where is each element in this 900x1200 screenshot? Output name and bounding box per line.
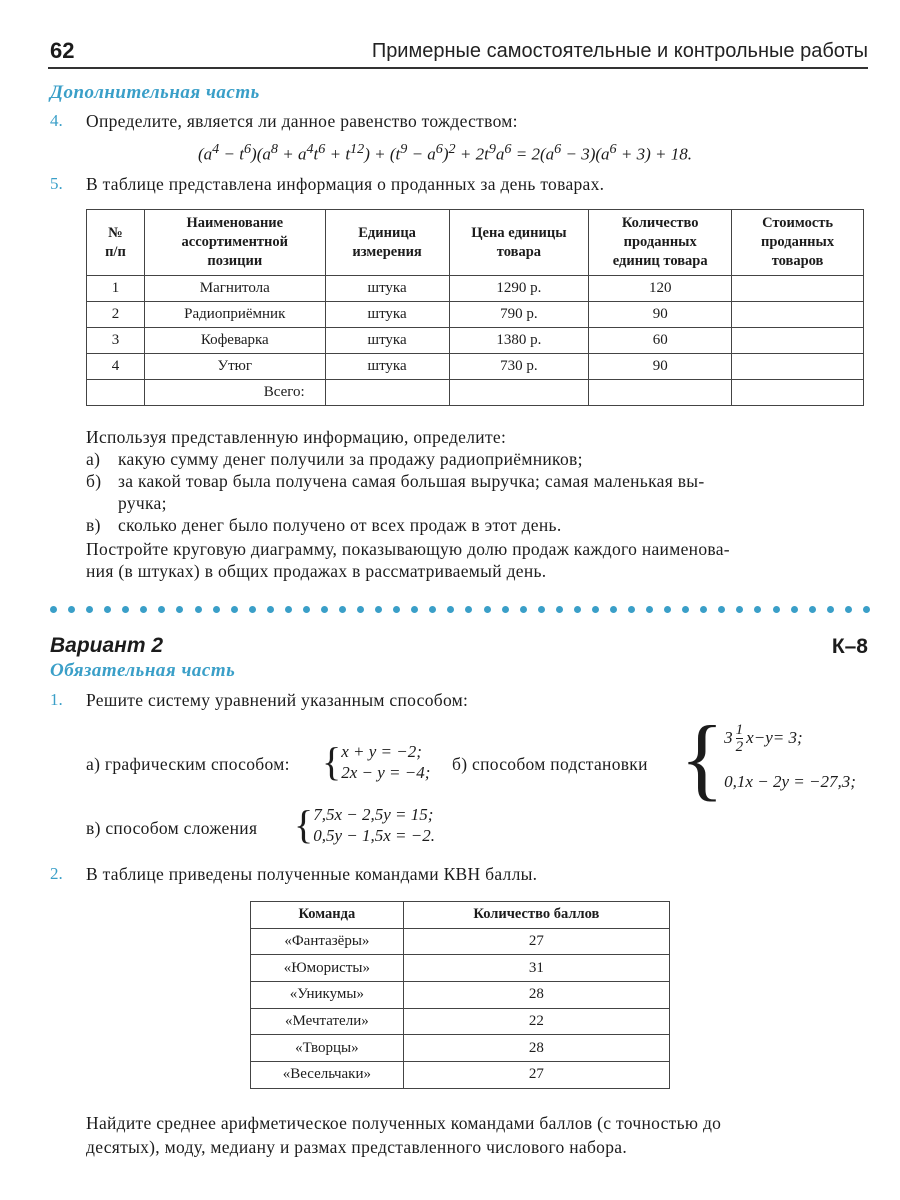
table-cell: штука [325,276,449,302]
header-rule [48,67,868,69]
goods-header-number: № п/п [87,210,145,276]
question-a-text: какую сумму денег получили за продажу радиоприёмников; [118,449,583,469]
goods-header-price: Цена единицы товара [449,210,589,276]
table-cell: 27 [403,928,669,955]
questions-intro: Используя представленную информацию, определите: [86,427,507,447]
additional-part-heading: Дополнительная часть [50,82,260,103]
table-cell: штука [325,302,449,328]
table-cell: 28 [403,1035,669,1062]
table-cell: Утюг [144,354,325,380]
table-cell: «Фантазёры» [251,928,404,955]
question-c-label: в) [86,515,101,535]
task4-number: 4. [50,111,63,130]
table-cell: 3 [87,328,145,354]
table-row [251,1035,670,1062]
table-cell: 730 р. [449,354,589,380]
question-b-text: за какой товар была получена самая большая выручка; самая маленькая вы- [118,471,705,491]
task4-text: Определите, является ли данное равенство тождеством: [86,111,518,131]
table-cell: 2 [87,302,145,328]
table-cell: 1380 р. [449,328,589,354]
table-cell [732,380,864,406]
table-cell: 4 [87,354,145,380]
table-row [251,1062,670,1089]
task1-text: Решите систему уравнений указанным способом: [86,690,469,710]
system-a: { x + y = −2; 2x − y = −4; [322,739,431,784]
pie-chart-task-cont: ния (в штуках) в общих продажах в рассматриваемый день. [86,561,547,581]
table-cell: 1290 р. [449,276,589,302]
task1c-text: в) способом сложения [86,818,258,838]
table-cell: «Весельчаки» [251,1062,404,1089]
goods-table [86,209,864,406]
table-cell: штука [325,354,449,380]
table-cell: 790 р. [449,302,589,328]
task1b-text: б) способом подстановки [452,754,648,774]
total-label: Всего: [144,380,325,406]
table-cell [325,380,449,406]
work-code: К–8 [831,635,868,658]
table-cell [449,380,589,406]
task1-number: 1. [50,690,63,709]
table-cell [87,380,145,406]
table-cell: «Мечтатели» [251,1008,404,1035]
final-task-cont: десятых), моду, медиану и размах представленного числового набора. [86,1137,628,1157]
variant-title: Вариант 2 [50,634,164,657]
table-cell: штука [325,328,449,354]
question-b-label: б) [86,471,102,491]
table-cell [732,276,864,302]
dotted-separator [50,606,870,618]
goods-table-header-row [87,210,864,276]
table-cell [732,302,864,328]
goods-total-row [87,380,864,406]
table-cell: 120 [589,276,732,302]
goods-header-name: Наименование ассортиментной позиции [144,210,325,276]
system-c: { 7,5x − 2,5y = 15; 0,5y − 1,5x = −2. [294,802,435,847]
mandatory-part-heading: Обязательная часть [50,660,236,681]
table-row [87,328,864,354]
task5-number: 5. [50,174,63,193]
table-cell: «Юмористы» [251,955,404,982]
table-row [251,928,670,955]
table-cell: 27 [403,1062,669,1089]
task5-text: В таблице представлена информация о проданных за день товарах. [86,174,605,194]
kvn-header-team: Команда [251,902,404,929]
table-cell [589,380,732,406]
table-cell [732,354,864,380]
table-row [251,955,670,982]
question-a-label: а) [86,449,101,469]
table-cell: 90 [589,302,732,328]
table-cell: 22 [403,1008,669,1035]
table-row [87,302,864,328]
goods-header-cost: Стоимость проданных товаров [732,210,864,276]
task4-formula: $(a^4 - t^6)(a^8 + a^4t^6 + t^{12}) + (t^9 - a^6)^2 + 2t^9a^6 = 2(a^6 - 3)(a^6 + 3) + 18$. [198,141,692,164]
table-cell: 60 [589,328,732,354]
table-cell: 31 [403,955,669,982]
table-cell: «Уникумы» [251,982,404,1009]
pie-chart-task: Постройте круговую диаграмму, показывающую долю продаж каждого наименова- [86,539,730,559]
table-cell: 1 [87,276,145,302]
system-b: { 3 1 2 x − y = 3; 0,1x − 2y = −27,3; [680,707,856,809]
table-row [251,1008,670,1035]
table-cell: Кофеварка [144,328,325,354]
task2-number: 2. [50,864,63,883]
running-title: Примерные самостоятельные и контрольные работы [371,40,868,62]
question-c-text: сколько денег было получено от всех продаж в этот день. [118,515,562,535]
kvn-table-header-row [251,902,670,929]
kvn-header-score: Количество баллов [403,902,669,929]
table-cell [732,328,864,354]
table-row [251,982,670,1009]
question-b-text-cont: ручка; [118,493,167,513]
task1a-text: а) графическим способом: [86,754,290,774]
table-cell: Радиоприёмник [144,302,325,328]
table-cell: 90 [589,354,732,380]
kvn-table [250,901,670,1089]
table-row [87,354,864,380]
page-number: 62 [50,38,75,63]
task2-text: В таблице приведены полученные командами КВН баллы. [86,864,538,884]
table-cell: 28 [403,982,669,1009]
table-row [87,276,864,302]
goods-header-unit: Единица измерения [325,210,449,276]
table-cell: «Творцы» [251,1035,404,1062]
goods-header-quantity: Количество проданных единиц товара [589,210,732,276]
final-task: Найдите среднее арифметическое полученных командами баллов (с точностью до [86,1113,722,1133]
table-cell: Магнитола [144,276,325,302]
